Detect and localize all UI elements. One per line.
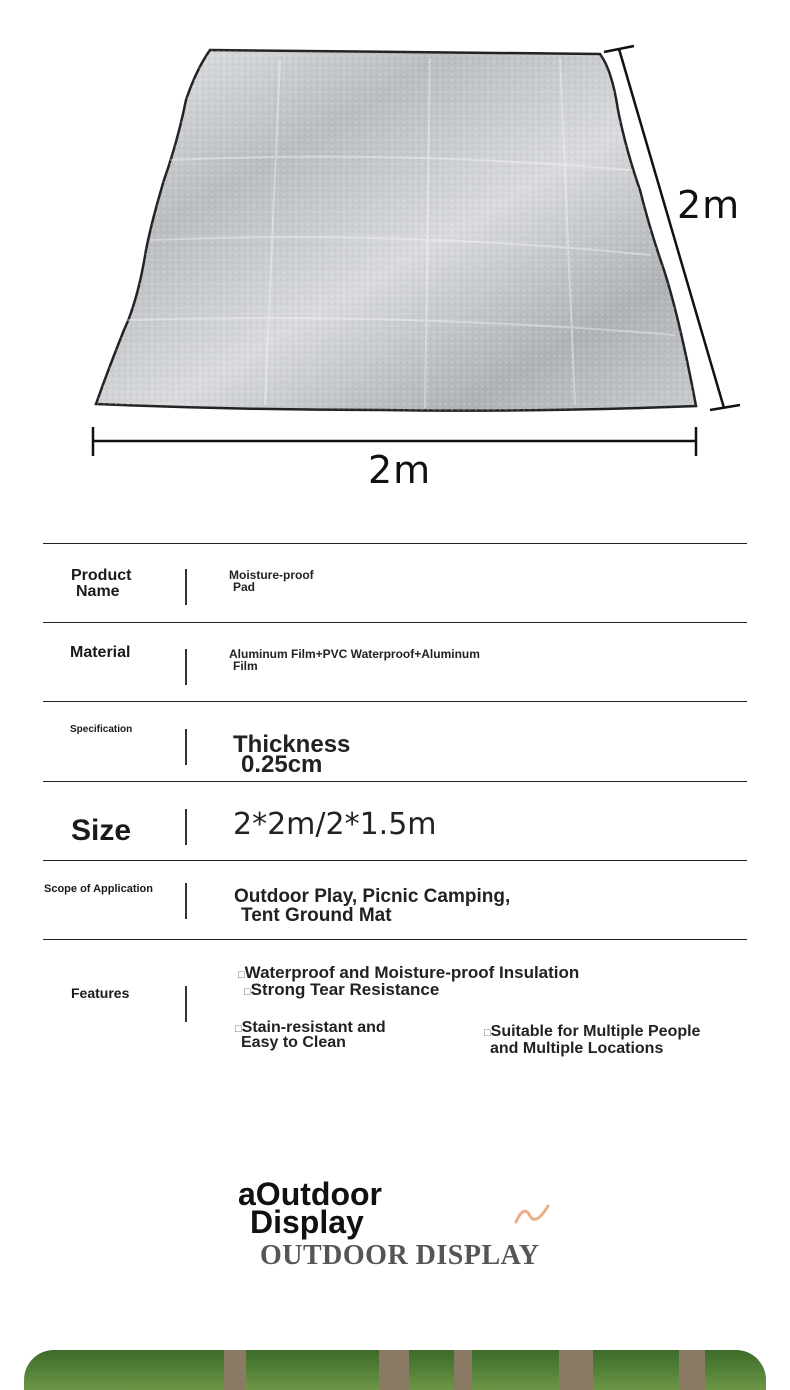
spec-row-material [43, 622, 747, 702]
spec-divider [185, 809, 187, 845]
spec-divider [185, 883, 187, 919]
section-subtitle: OUTDOOR DISPLAY [260, 1240, 540, 1271]
section-title: aOutdoor Display [238, 1176, 382, 1240]
height-label: 2m [677, 183, 741, 227]
feature-item: □Strong Tear Resistance [244, 980, 440, 999]
spec-key: Features [71, 985, 130, 1001]
spec-value: 2*2m/2*1.5m [233, 807, 437, 842]
spec-divider [185, 569, 187, 605]
spec-value: Thickness 0.25cm [233, 731, 351, 778]
spec-key: Size [71, 814, 132, 847]
spec-divider [185, 649, 187, 685]
spec-row-size [43, 781, 747, 861]
spec-row-scope [43, 860, 747, 940]
feature-item: □Stain-resistant and Easy to Clean [235, 1019, 386, 1051]
spec-key: Material [70, 644, 131, 661]
outdoor-photo [24, 1350, 766, 1390]
spec-divider [185, 729, 187, 765]
spec-key: Product Name [71, 567, 132, 600]
tree-trunk [559, 1350, 593, 1390]
spec-row-specification [43, 701, 747, 781]
squiggle-decoration-icon [512, 1198, 552, 1228]
spec-key: Scope of Application [44, 883, 153, 895]
width-label: 2m [368, 448, 432, 492]
product-illustration [0, 0, 790, 520]
checkbox-icon: □ [238, 969, 245, 981]
tree-trunk [454, 1350, 472, 1390]
spec-divider [185, 986, 187, 1022]
checkbox-icon: □ [235, 1023, 242, 1035]
feature-item: □Waterproof and Moisture-proof Insulation [238, 963, 580, 982]
spec-key: Specification [70, 724, 133, 735]
checkbox-icon: □ [244, 986, 251, 998]
spec-value: Moisture-proof Pad [229, 568, 314, 594]
spec-row-product-name [43, 543, 747, 623]
tree-trunk [224, 1350, 246, 1390]
tree-trunk [679, 1350, 705, 1390]
checkbox-icon: □ [484, 1027, 491, 1039]
tree-trunk [379, 1350, 409, 1390]
foil-mat-drawing [0, 0, 790, 520]
feature-item: □Suitable for Multiple People and Multiple Locations [484, 1023, 701, 1057]
spec-value: Aluminum Film+PVC Waterproof+Aluminum Film [229, 647, 480, 673]
spec-value: Outdoor Play, Picnic Camping, Tent Ground Mat [234, 886, 511, 926]
spec-row-features [43, 939, 747, 1060]
